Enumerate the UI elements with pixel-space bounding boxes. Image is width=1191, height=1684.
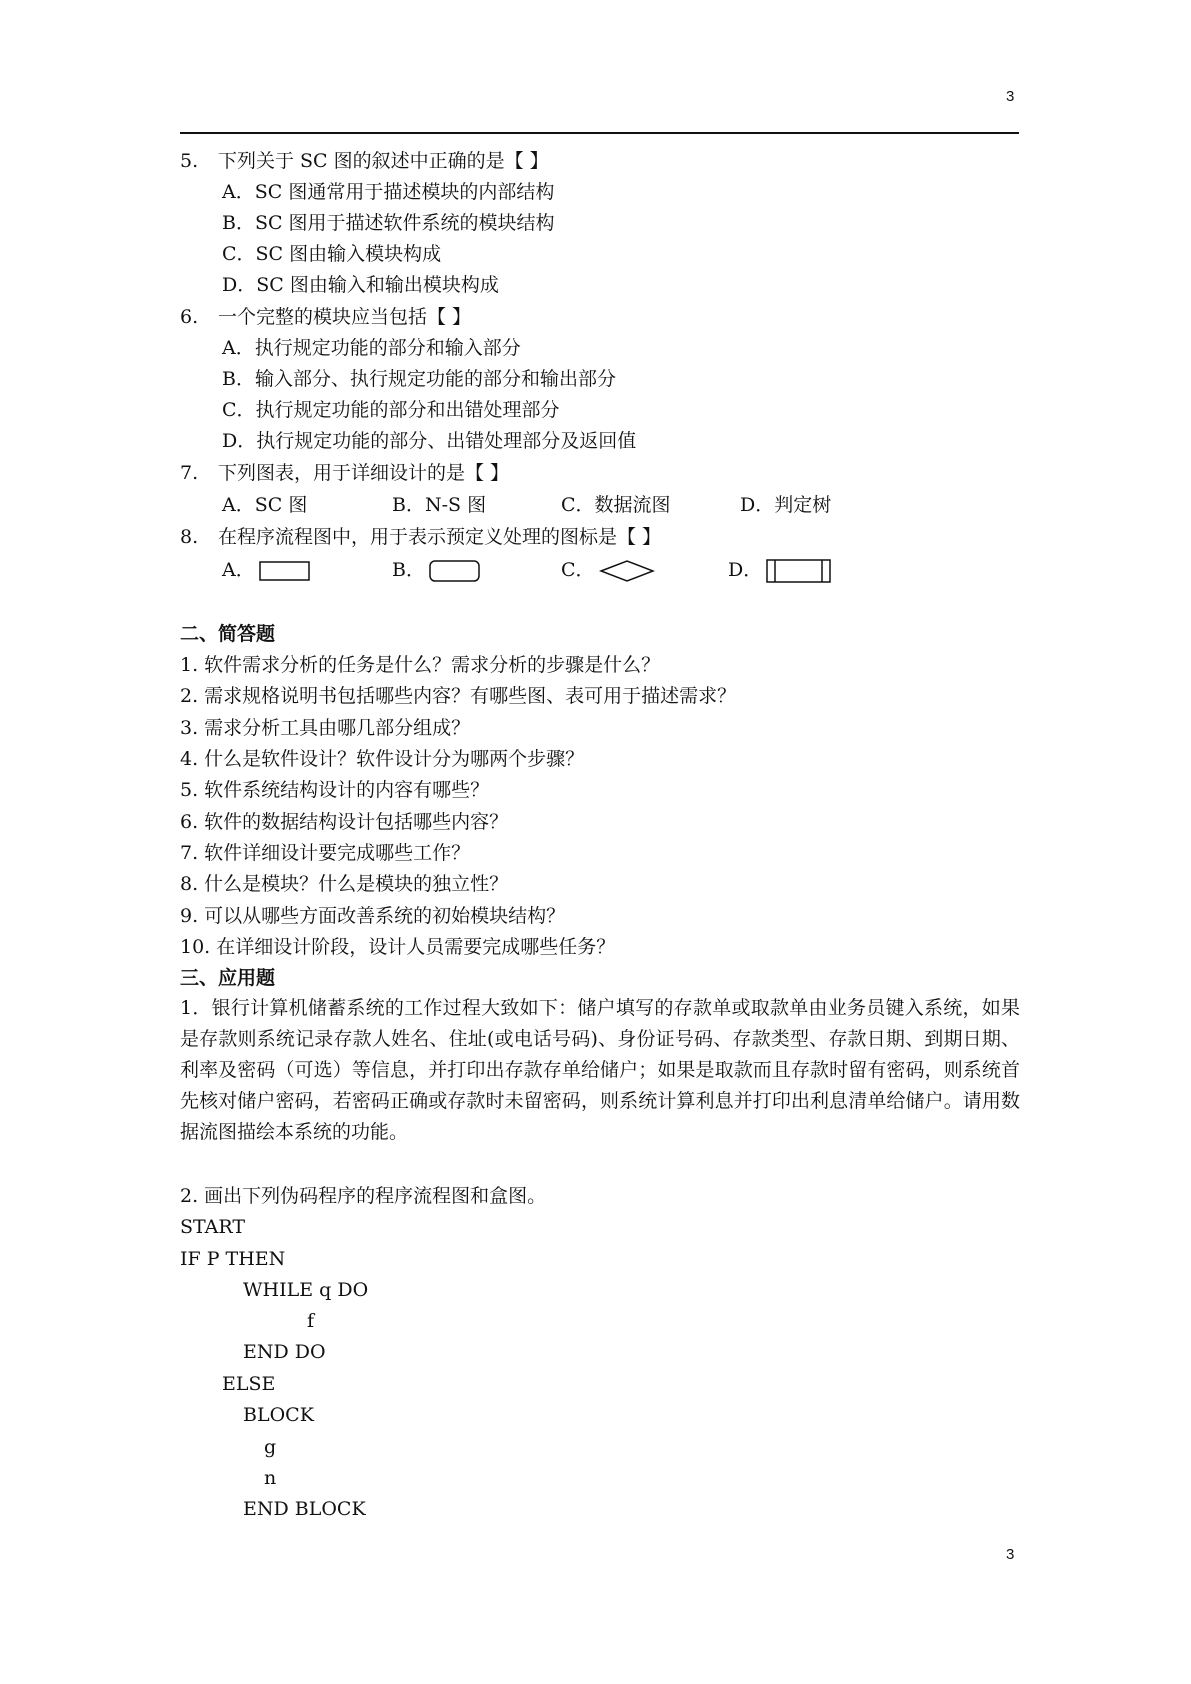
section-2-item-6: 6. 软件的数据结构设计包括哪些内容？ — [180, 811, 509, 833]
code-line-f: f — [307, 1310, 315, 1332]
code-line-else: ELSE — [222, 1373, 276, 1395]
section-2-item-4: 4. 什么是软件设计？软件设计分为哪两个步骤？ — [180, 748, 585, 770]
question-6-stem: 一个完整的模块应当包括【 】 — [218, 306, 472, 328]
section-2-item-8: 8. 什么是模块？什么是模块的独立性？ — [180, 873, 509, 895]
code-line-end-block: END BLOCK — [243, 1498, 366, 1520]
rectangle-icon — [259, 560, 311, 582]
rounded-rectangle-icon — [429, 559, 481, 583]
code-line-g: g — [264, 1436, 277, 1458]
diamond-icon — [599, 559, 655, 583]
question-7-option-a: A．SC 图 — [222, 494, 308, 516]
question-6-option-b: B．输入部分、执行规定功能的部分和输出部分 — [222, 368, 616, 390]
section-2-item-9: 9. 可以从哪些方面改善系统的初始模块结构？ — [180, 905, 566, 927]
question-5-option-d: D．SC 图由输入和输出模块构成 — [222, 274, 499, 296]
section-3-question-1: 1．银行计算机储蓄系统的工作过程大致如下：储户填写的存款单或取款单由业务员键入系统，如果是存款则系统记录存款人姓名、住址(或电话号码)、身份证号码、存款类型、存款日期、到期日期、利率及密码（可选）等信息，并打印出存款存单给储户；如果是取款而且存款时留有密码，则系统首先核对储户密码，若密码正确或存款时未留密码，则系统计算利息并打印出利息清单给储户。请用数据流图描绘本系统的功能。 — [180, 997, 1020, 1143]
question-8-option-d — [728, 558, 832, 584]
question-5-number: 5. — [180, 150, 199, 172]
predefined-process-icon — [766, 558, 832, 584]
code-line-while: WHILE q DO — [243, 1279, 369, 1301]
section-3-heading: 三、应用题 — [180, 967, 276, 989]
section-2-item-1: 1. 软件需求分析的任务是什么？需求分析的步骤是什么？ — [180, 654, 661, 676]
page-number-bottom: 3 — [1006, 1546, 1015, 1563]
question-8-option-c — [561, 558, 655, 583]
code-line-start: START — [180, 1216, 246, 1238]
question-5-option-a: A．SC 图通常用于描述模块的内部结构 — [222, 181, 555, 203]
section-2-item-10: 10. 在详细设计阶段，设计人员需要完成哪些任务？ — [180, 936, 616, 958]
code-line-n: n — [264, 1467, 277, 1489]
question-7-option-c: C．数据流图 — [561, 494, 671, 516]
question-6-option-d: D．执行规定功能的部分、出错处理部分及返回值 — [222, 430, 637, 452]
code-line-block: BLOCK — [243, 1404, 314, 1426]
question-8-option-a — [222, 558, 311, 582]
option-b-label: B． — [392, 559, 425, 581]
question-6-number: 6. — [180, 306, 199, 328]
question-6-option-c: C．执行规定功能的部分和出错处理部分 — [222, 399, 560, 421]
option-d-label: D． — [728, 559, 763, 581]
question-8-option-b — [392, 558, 481, 583]
page-number-top: 3 — [1006, 88, 1015, 105]
code-line-if: IF P THEN — [180, 1248, 286, 1270]
question-6-option-a: A．执行规定功能的部分和输入部分 — [222, 337, 521, 359]
section-2-item-7: 7. 软件详细设计要完成哪些工作？ — [180, 842, 471, 864]
section-2-item-2: 2. 需求规格说明书包括哪些内容？有哪些图、表可用于描述需求？ — [180, 685, 737, 707]
question-5-option-b: B．SC 图用于描述软件系统的模块结构 — [222, 212, 555, 234]
question-7-option-d: D．判定树 — [740, 494, 832, 516]
section-2-item-3: 3. 需求分析工具由哪几部分组成？ — [180, 717, 471, 739]
section-2-item-5: 5. 软件系统结构设计的内容有哪些？ — [180, 779, 490, 801]
section-2-heading: 二、简答题 — [180, 623, 276, 645]
code-line-end-do: END DO — [243, 1341, 326, 1363]
header-rule — [180, 132, 1019, 134]
question-8-number: 8. — [180, 526, 199, 548]
question-8-stem: 在程序流程图中，用于表示预定义处理的图标是【 】 — [218, 526, 662, 548]
question-7-stem: 下列图表，用于详细设计的是【 】 — [218, 462, 510, 484]
question-5-stem: 下列关于 SC 图的叙述中正确的是【 】 — [218, 150, 549, 172]
option-c-label: C． — [561, 559, 595, 581]
question-7-number: 7. — [180, 462, 199, 484]
question-5-option-c: C．SC 图由输入模块构成 — [222, 243, 442, 265]
option-a-label: A． — [222, 559, 255, 581]
question-7-option-b: B．N-S 图 — [392, 494, 487, 516]
section-3-question-2: 2. 画出下列伪码程序的程序流程图和盒图。 — [180, 1185, 547, 1207]
